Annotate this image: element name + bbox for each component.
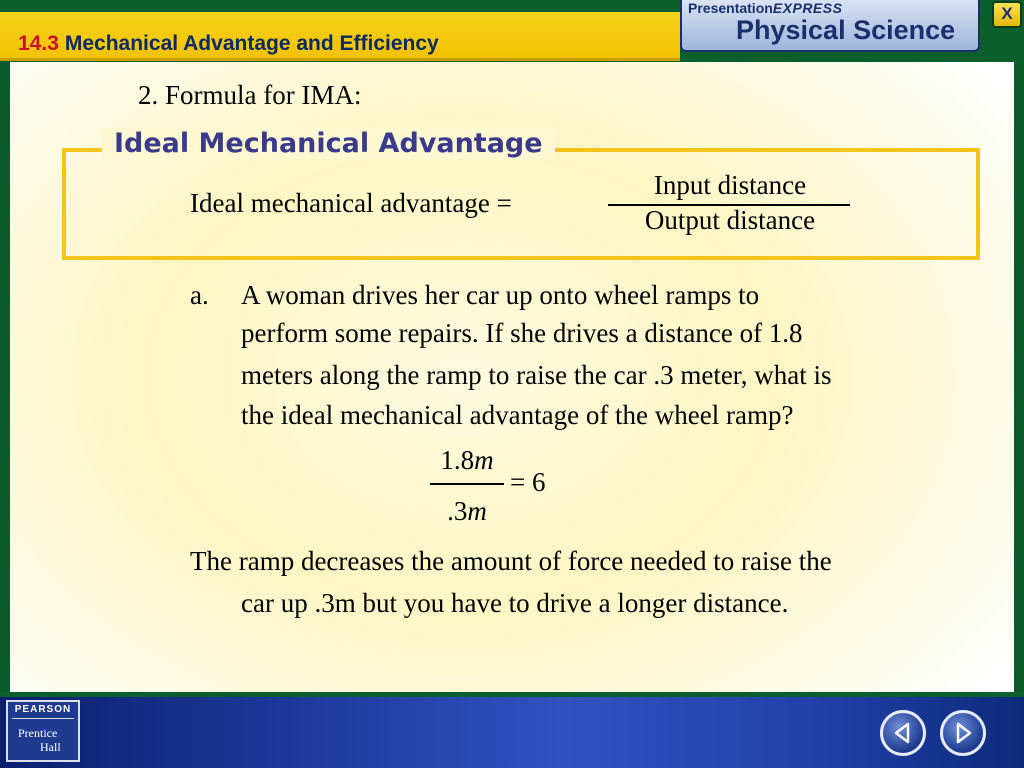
calc-denominator-value: .3 <box>447 496 468 526</box>
calc-fraction-bar <box>430 483 504 485</box>
calc-numerator-unit: m <box>474 445 494 475</box>
brand-small-text <box>688 0 842 16</box>
point-2-heading: 2. Formula for IMA: <box>138 80 362 110</box>
calc-denominator <box>428 496 506 527</box>
question-label: a. <box>190 280 209 310</box>
calc-denominator-unit: m <box>467 496 487 526</box>
calc-result: = 6 <box>510 467 546 497</box>
chevron-right-icon <box>951 721 975 745</box>
calc-numerator <box>428 445 506 476</box>
publisher-line1: Prentice <box>18 726 58 740</box>
calc-numerator-value: 1.8 <box>440 445 475 475</box>
section-title-bar <box>0 12 680 61</box>
brand-logo <box>680 0 980 52</box>
brand-main-text: Physical Science <box>736 15 956 45</box>
ima-formula-denominator: Output distance <box>644 205 816 235</box>
pearson-prentice-hall-logo <box>6 700 80 762</box>
brand-express: EXPRESS <box>772 0 843 16</box>
section-number: 14.3 <box>18 32 59 55</box>
question-line: meters along the ramp to raise the car .3 meter, what is <box>241 360 832 390</box>
ima-formula-numerator: Input distance <box>653 170 807 200</box>
publisher-line2: Hall <box>40 740 61 754</box>
ima-formula-lhs: Ideal mechanical advantage = <box>190 188 512 218</box>
question-line: perform some repairs. If she drives a distance of 1.8 <box>241 318 803 348</box>
ima-box-title: Ideal Mechanical Advantage <box>102 128 555 159</box>
close-button[interactable]: X <box>992 1 1022 28</box>
section-title-text: Mechanical Advantage and Efficiency <box>64 32 439 55</box>
logo-divider <box>12 718 74 719</box>
publisher-top: PEARSON <box>14 704 72 715</box>
section-title <box>18 32 439 56</box>
chevron-left-icon <box>891 721 915 745</box>
footer-bar <box>0 692 1024 768</box>
next-slide-button[interactable] <box>940 710 986 756</box>
question-line: the ideal mechanical advantage of the wheel ramp? <box>241 400 794 430</box>
previous-slide-button[interactable] <box>880 710 926 756</box>
conclusion-line: The ramp decreases the amount of force needed to raise the <box>190 546 832 576</box>
question-line: A woman drives her car up onto wheel ramps to <box>241 280 760 310</box>
conclusion-line: car up .3m but you have to drive a longer distance. <box>241 588 789 618</box>
brand-prefix: Presentation <box>688 0 773 16</box>
